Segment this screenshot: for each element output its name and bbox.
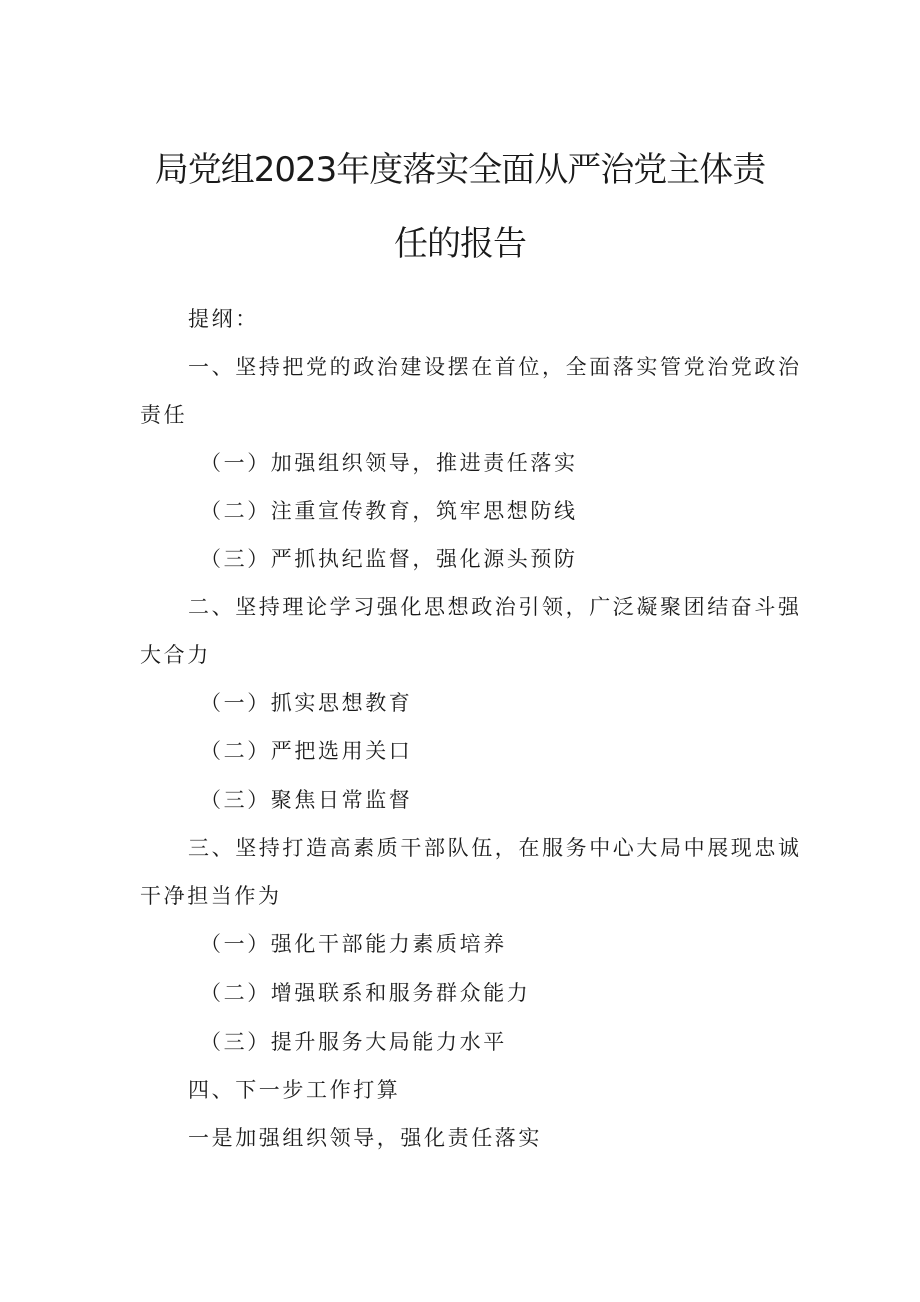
- outline-line: （三）提升服务大局能力水平: [200, 1030, 507, 1054]
- outline-line: 二、坚持理论学习强化思想政治引领，广泛凝聚团结奋斗强: [188, 595, 802, 619]
- outline-line: 责任: [140, 403, 188, 427]
- outline-line: （三）严抓执纪监督，强化源头预防: [200, 547, 578, 571]
- outline-line: 干净担当作为: [140, 884, 282, 908]
- outline-line: （一）强化干部能力素质培养: [200, 932, 507, 956]
- outline-line: 一、坚持把党的政治建设摆在首位，全面落实管党治党政治: [188, 355, 802, 379]
- outline-line: 四、下一步工作打算: [188, 1078, 401, 1102]
- document-title-line-2: 任的报告: [394, 224, 526, 264]
- outline-line: （二）增强联系和服务群众能力: [200, 981, 531, 1005]
- outline-line: （一）抓实思想教育: [200, 691, 413, 715]
- document-title-line-1: 局党组2023年度落实全面从严治党主体责: [154, 150, 766, 190]
- outline-line: （一）加强组织领导，推进责任落实: [200, 451, 578, 475]
- outline-label: 提纲：: [188, 307, 259, 331]
- outline-line: 大合力: [140, 643, 211, 667]
- outline-line: （三）聚焦日常监督: [200, 788, 413, 812]
- outline-line: 三、坚持打造高素质干部队伍，在服务中心大局中展现忠诚: [188, 836, 802, 860]
- outline-line: 一是加强组织领导，强化责任落实: [188, 1126, 542, 1150]
- outline-line: （二）注重宣传教育，筑牢思想防线: [200, 499, 578, 523]
- outline-line: （二）严把选用关口: [200, 739, 413, 763]
